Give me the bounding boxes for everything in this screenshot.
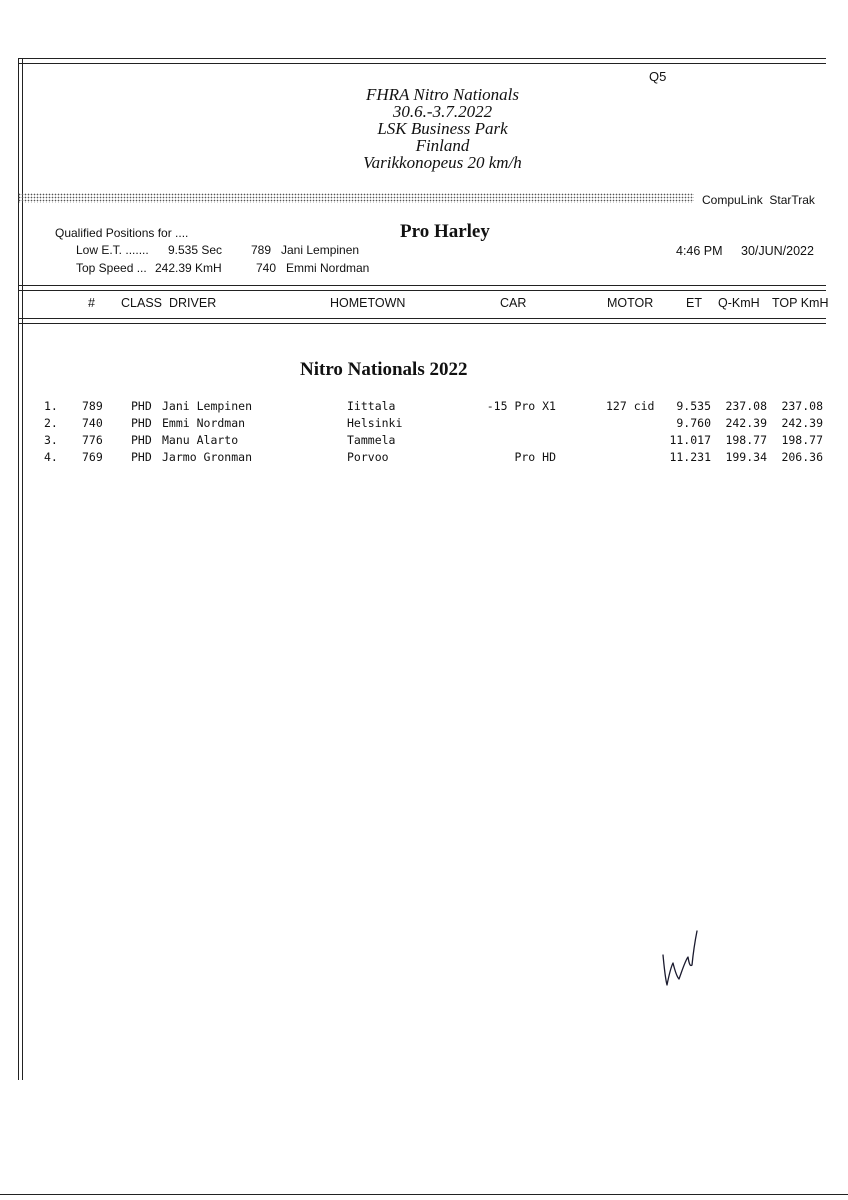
header-rule-bottom-2 bbox=[18, 323, 826, 324]
col-car: CAR bbox=[500, 296, 527, 310]
col-et: ET bbox=[686, 296, 702, 310]
row-class: PHD bbox=[131, 399, 152, 413]
row-topkmh: 198.77 bbox=[781, 433, 823, 447]
row-class: PHD bbox=[131, 450, 152, 464]
row-topkmh: 237.08 bbox=[781, 399, 823, 413]
row-et: 11.017 bbox=[669, 433, 711, 447]
row-position: 4. bbox=[44, 450, 58, 464]
row-et: 9.760 bbox=[676, 416, 711, 430]
col-driver: DRIVER bbox=[169, 296, 217, 310]
row-qkmh: 199.34 bbox=[725, 450, 767, 464]
row-car: -15 Pro X1 bbox=[486, 399, 556, 413]
row-car: Pro HD bbox=[514, 450, 556, 464]
class-title: Pro Harley bbox=[400, 221, 490, 242]
row-position: 3. bbox=[44, 433, 58, 447]
row-position: 2. bbox=[44, 416, 58, 430]
col-topkmh: TOP KmH bbox=[772, 296, 829, 310]
page-code: Q5 bbox=[649, 69, 667, 84]
handwritten-signature bbox=[655, 925, 705, 995]
bottom-page-rule bbox=[0, 1194, 848, 1195]
col-class: CLASS bbox=[121, 296, 162, 310]
col-hometown: HOMETOWN bbox=[330, 296, 406, 310]
row-car-number: 740 bbox=[82, 416, 103, 430]
low-et-driver: Jani Lempinen bbox=[281, 243, 360, 257]
row-class: PHD bbox=[131, 433, 152, 447]
top-speed-value: 242.39 KmH bbox=[155, 261, 222, 275]
top-rule bbox=[18, 58, 826, 59]
low-et-car: 789 bbox=[251, 243, 272, 257]
low-et-value: 9.535 Sec bbox=[168, 243, 223, 257]
row-topkmh: 242.39 bbox=[781, 416, 823, 430]
row-hometown: Porvoo bbox=[347, 450, 389, 464]
section-title: Nitro Nationals 2022 bbox=[300, 359, 468, 380]
row-position: 1. bbox=[44, 399, 58, 413]
top-speed-car: 740 bbox=[256, 261, 277, 275]
event-venue: LSK Business Park bbox=[377, 119, 508, 138]
row-driver: Manu Alarto bbox=[162, 433, 239, 447]
row-motor: 127 cid bbox=[606, 399, 655, 413]
event-pit-speed: Varikkonopeus 20 km/h bbox=[363, 153, 522, 172]
row-topkmh: 206.36 bbox=[781, 450, 823, 464]
event-country: Finland bbox=[415, 136, 470, 155]
event-header bbox=[300, 86, 585, 171]
qualified-label: Qualified Positions for .... bbox=[55, 226, 189, 240]
left-border bbox=[18, 58, 19, 1080]
low-et-label: Low E.T. ....... bbox=[76, 243, 149, 257]
header-rule-bottom bbox=[18, 318, 826, 319]
top-speed-driver: Emmi Nordman bbox=[286, 261, 370, 275]
col-qkmh: Q-KmH bbox=[718, 296, 760, 310]
table-row bbox=[0, 399, 848, 416]
header-rule-top-2 bbox=[18, 290, 826, 291]
table-row bbox=[0, 433, 848, 450]
row-et: 9.535 bbox=[676, 399, 711, 413]
report-time: 4:46 PM bbox=[676, 244, 723, 258]
row-hometown: Tammela bbox=[347, 433, 396, 447]
event-dates: 30.6.-3.7.2022 bbox=[392, 102, 493, 121]
top-speed-label: Top Speed ... bbox=[76, 261, 147, 275]
row-qkmh: 198.77 bbox=[725, 433, 767, 447]
row-driver: Emmi Nordman bbox=[162, 416, 246, 430]
row-car-number: 776 bbox=[82, 433, 103, 447]
row-car-number: 789 bbox=[82, 399, 103, 413]
system-label: CompuLink StarTrak bbox=[702, 193, 815, 207]
event-title: FHRA Nitro Nationals bbox=[365, 85, 520, 104]
row-driver: Jarmo Gronman bbox=[162, 450, 253, 464]
report-date: 30/JUN/2022 bbox=[741, 244, 814, 258]
row-hometown: Helsinki bbox=[347, 416, 403, 430]
left-border-inner bbox=[22, 58, 23, 1080]
table-row bbox=[0, 450, 848, 467]
row-qkmh: 237.08 bbox=[725, 399, 767, 413]
header-rule-top bbox=[18, 285, 826, 286]
col-motor: MOTOR bbox=[607, 296, 654, 310]
top-rule-2 bbox=[18, 63, 826, 64]
col-num: # bbox=[88, 296, 95, 310]
row-qkmh: 242.39 bbox=[725, 416, 767, 430]
row-class: PHD bbox=[131, 416, 152, 430]
row-driver: Jani Lempinen bbox=[162, 399, 253, 413]
row-et: 11.231 bbox=[669, 450, 711, 464]
row-hometown: Iittala bbox=[347, 399, 396, 413]
table-row bbox=[0, 416, 848, 433]
row-car-number: 769 bbox=[82, 450, 103, 464]
dotted-separator bbox=[18, 193, 694, 203]
